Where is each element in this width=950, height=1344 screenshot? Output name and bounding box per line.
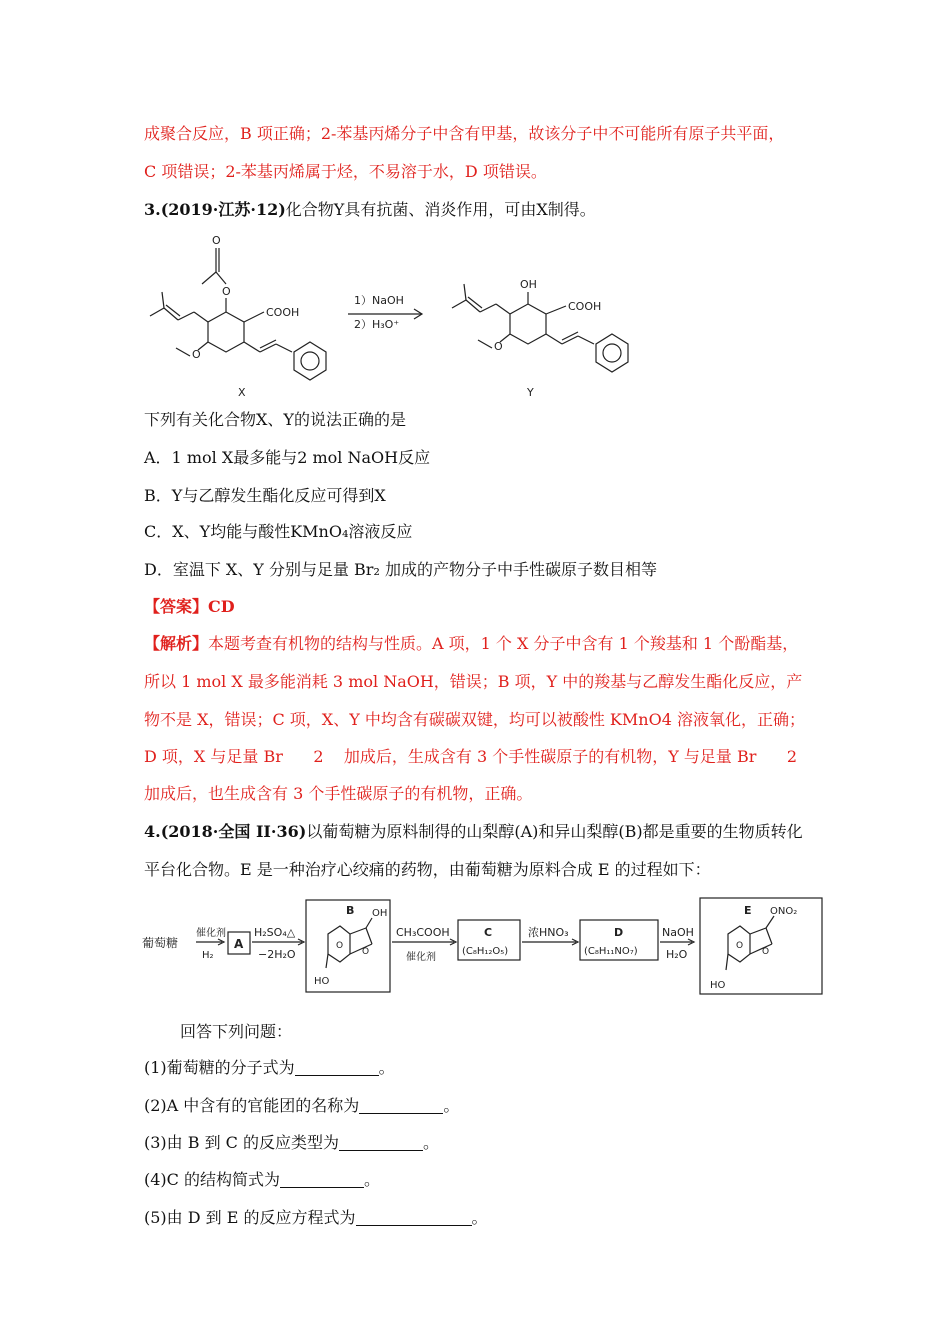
answer-label: 【答案】 bbox=[144, 597, 209, 616]
q3-stem bbox=[144, 200, 596, 220]
flow-d: D bbox=[614, 926, 624, 939]
answer-blank-5[interactable] bbox=[356, 1209, 472, 1226]
flow-cat-1: 催化剂 bbox=[196, 928, 226, 939]
q3-question: 下列有关化合物X、Y的说法正确的是 bbox=[144, 410, 406, 429]
answer-blank-3[interactable] bbox=[339, 1134, 423, 1151]
y-methoxy-o: O bbox=[494, 340, 503, 353]
condition-2: 2）H₃O⁺ bbox=[354, 318, 400, 331]
y-core-ring bbox=[510, 304, 546, 344]
flow-b-ho: HO bbox=[314, 976, 330, 987]
q3-reaction-scheme bbox=[140, 228, 640, 400]
answer-blank-2[interactable] bbox=[359, 1097, 443, 1114]
x-ester-o: O bbox=[222, 285, 231, 298]
q3-option-b: B．Y与乙醇发生酯化反应可得到X bbox=[144, 486, 386, 505]
x-label: X bbox=[238, 386, 246, 399]
flow-e-o-1: O bbox=[736, 941, 744, 951]
q3-analysis-line-1 bbox=[144, 634, 798, 654]
flow-h2: H₂ bbox=[202, 950, 214, 961]
flow-ch3cooh: CH₃COOH bbox=[396, 926, 450, 939]
prev-analysis-line-1: 成聚合反应，B 项正确；2-苯基丙烯分子中含有甲基，故该分子中不可能所有原子共平面， bbox=[144, 124, 785, 143]
q4-sub-4-text: (4)C 的结构简式为 bbox=[144, 1170, 280, 1189]
flow-minus-water: −2H₂O bbox=[258, 948, 296, 961]
flow-h2o: H₂O bbox=[666, 948, 688, 961]
flow-b: B bbox=[346, 904, 355, 917]
end-mark-1: 。 bbox=[378, 1058, 395, 1077]
q4-sub-5-text: (5)由 D 到 E 的反应方程式为 bbox=[144, 1208, 356, 1227]
q3-option-d: D．室温下 X、Y 分别与足量 Br₂ 加成的产物分子中手性碳原子数目相等 bbox=[144, 560, 657, 579]
q3-analysis-line-5: 加成后，也生成含有 3 个手性碳原子的有机物，正确。 bbox=[144, 784, 533, 803]
q4-synthesis-flow bbox=[140, 892, 840, 1000]
flow-e-ho: HO bbox=[710, 980, 726, 991]
q4-sub-3 bbox=[144, 1133, 439, 1153]
end-mark-4: 。 bbox=[364, 1170, 381, 1189]
q3-option-a: A．1 mol X最多能与2 mol NaOH反应 bbox=[144, 448, 431, 467]
end-mark-2: 。 bbox=[443, 1096, 460, 1115]
end-mark-5: 。 bbox=[471, 1208, 488, 1227]
q4-number: 4.(2018·全国 II·36) bbox=[144, 822, 307, 841]
analysis-label: 【解析】 bbox=[144, 634, 209, 653]
flow-c: C bbox=[484, 926, 493, 939]
x-core-ring bbox=[208, 312, 244, 352]
x-carbonyl-o: O bbox=[212, 234, 221, 247]
q4-stem-line-2: 平台化合物。E 是一种治疗心绞痛的药物，由葡萄糖为原料合成 E 的过程如下： bbox=[144, 860, 711, 879]
y-oh-label: OH bbox=[520, 278, 537, 291]
q3-analysis-line-3: 物不是 X，错误；C 项，X、Y 中均含有碳碳双键，均可以被酸性 KMnO4 溶液氧化，正确； bbox=[144, 710, 805, 729]
condition-1: 1）NaOH bbox=[354, 294, 404, 307]
end-mark-3: 。 bbox=[423, 1133, 440, 1152]
analysis-text-1: 本题考查有机物的结构与性质。A 项，1 个 X 分子中含有 1 个羧基和 1 个酚酯基， bbox=[208, 634, 799, 653]
flow-b-o-1: O bbox=[336, 941, 344, 951]
flow-d-formula: (C₈H₁₁NO₇) bbox=[584, 946, 638, 957]
y-cooh-label: COOH bbox=[568, 300, 602, 313]
flow-e: E bbox=[744, 904, 752, 917]
q3-analysis-line-4: D 项，X 与足量 Br 2 加成后，生成含有 3 个手性碳原子的有机物，Y 与足量 Br 2 bbox=[144, 747, 798, 766]
q4-stem-text-1: 以葡萄糖为原料制得的山梨醇(A)和异山梨醇(B)都是重要的生物质转化 bbox=[306, 822, 803, 841]
q3-stem-text: 化合物Y具有抗菌、消炎作用，可由X制得。 bbox=[285, 200, 596, 219]
q4-sub-5 bbox=[144, 1208, 488, 1228]
x-cooh-label: COOH bbox=[266, 306, 300, 319]
prev-analysis-line-2: C 项错误；2-苯基丙烯属于烃，不易溶于水，D 项错误。 bbox=[144, 162, 547, 181]
y-label: Y bbox=[527, 386, 534, 399]
answer-value: CD bbox=[208, 597, 235, 616]
flow-c-formula: (C₈H₁₂O₅) bbox=[462, 946, 509, 957]
answer-blank-4[interactable] bbox=[280, 1171, 364, 1188]
q4-sub-1 bbox=[144, 1058, 395, 1078]
q3-number: 3.(2019·江苏·12) bbox=[144, 200, 286, 219]
q4-sub-2-text: (2)A 中含有的官能团的名称为 bbox=[144, 1096, 360, 1115]
flow-hno3: 浓HNO₃ bbox=[528, 926, 569, 939]
q4-stem-line-1 bbox=[144, 822, 803, 842]
q3-option-c: C．X、Y均能与酸性KMnO₄溶液反应 bbox=[144, 522, 413, 541]
q4-prompt: 回答下列问题： bbox=[180, 1022, 293, 1041]
flow-glucose: 葡萄糖 bbox=[142, 936, 179, 950]
x-methoxy-o: O bbox=[192, 348, 201, 361]
q4-sub-1-text: (1)葡萄糖的分子式为 bbox=[144, 1058, 295, 1077]
q3-answer bbox=[144, 597, 235, 617]
flow-naoh: NaOH bbox=[662, 926, 694, 939]
answer-blank-1[interactable] bbox=[295, 1059, 379, 1076]
q4-sub-3-text: (3)由 B 到 C 的反应类型为 bbox=[144, 1133, 340, 1152]
q4-sub-2 bbox=[144, 1096, 459, 1116]
flow-cat-2: 催化剂 bbox=[406, 952, 436, 963]
q3-analysis-line-2: 所以 1 mol X 最多能消耗 3 mol NaOH，错误；B 项，Y 中的羧基与乙醇发生酯化反应，产 bbox=[144, 672, 803, 691]
flow-a: A bbox=[234, 937, 244, 951]
flow-b-oh: OH bbox=[372, 908, 388, 919]
flow-e-ono2: ONO₂ bbox=[770, 906, 798, 917]
flow-b-o-2: O bbox=[362, 947, 370, 957]
flow-h2so4: H₂SO₄△ bbox=[254, 926, 296, 939]
q4-sub-4 bbox=[144, 1170, 380, 1190]
flow-e-o-2: O bbox=[762, 947, 770, 957]
